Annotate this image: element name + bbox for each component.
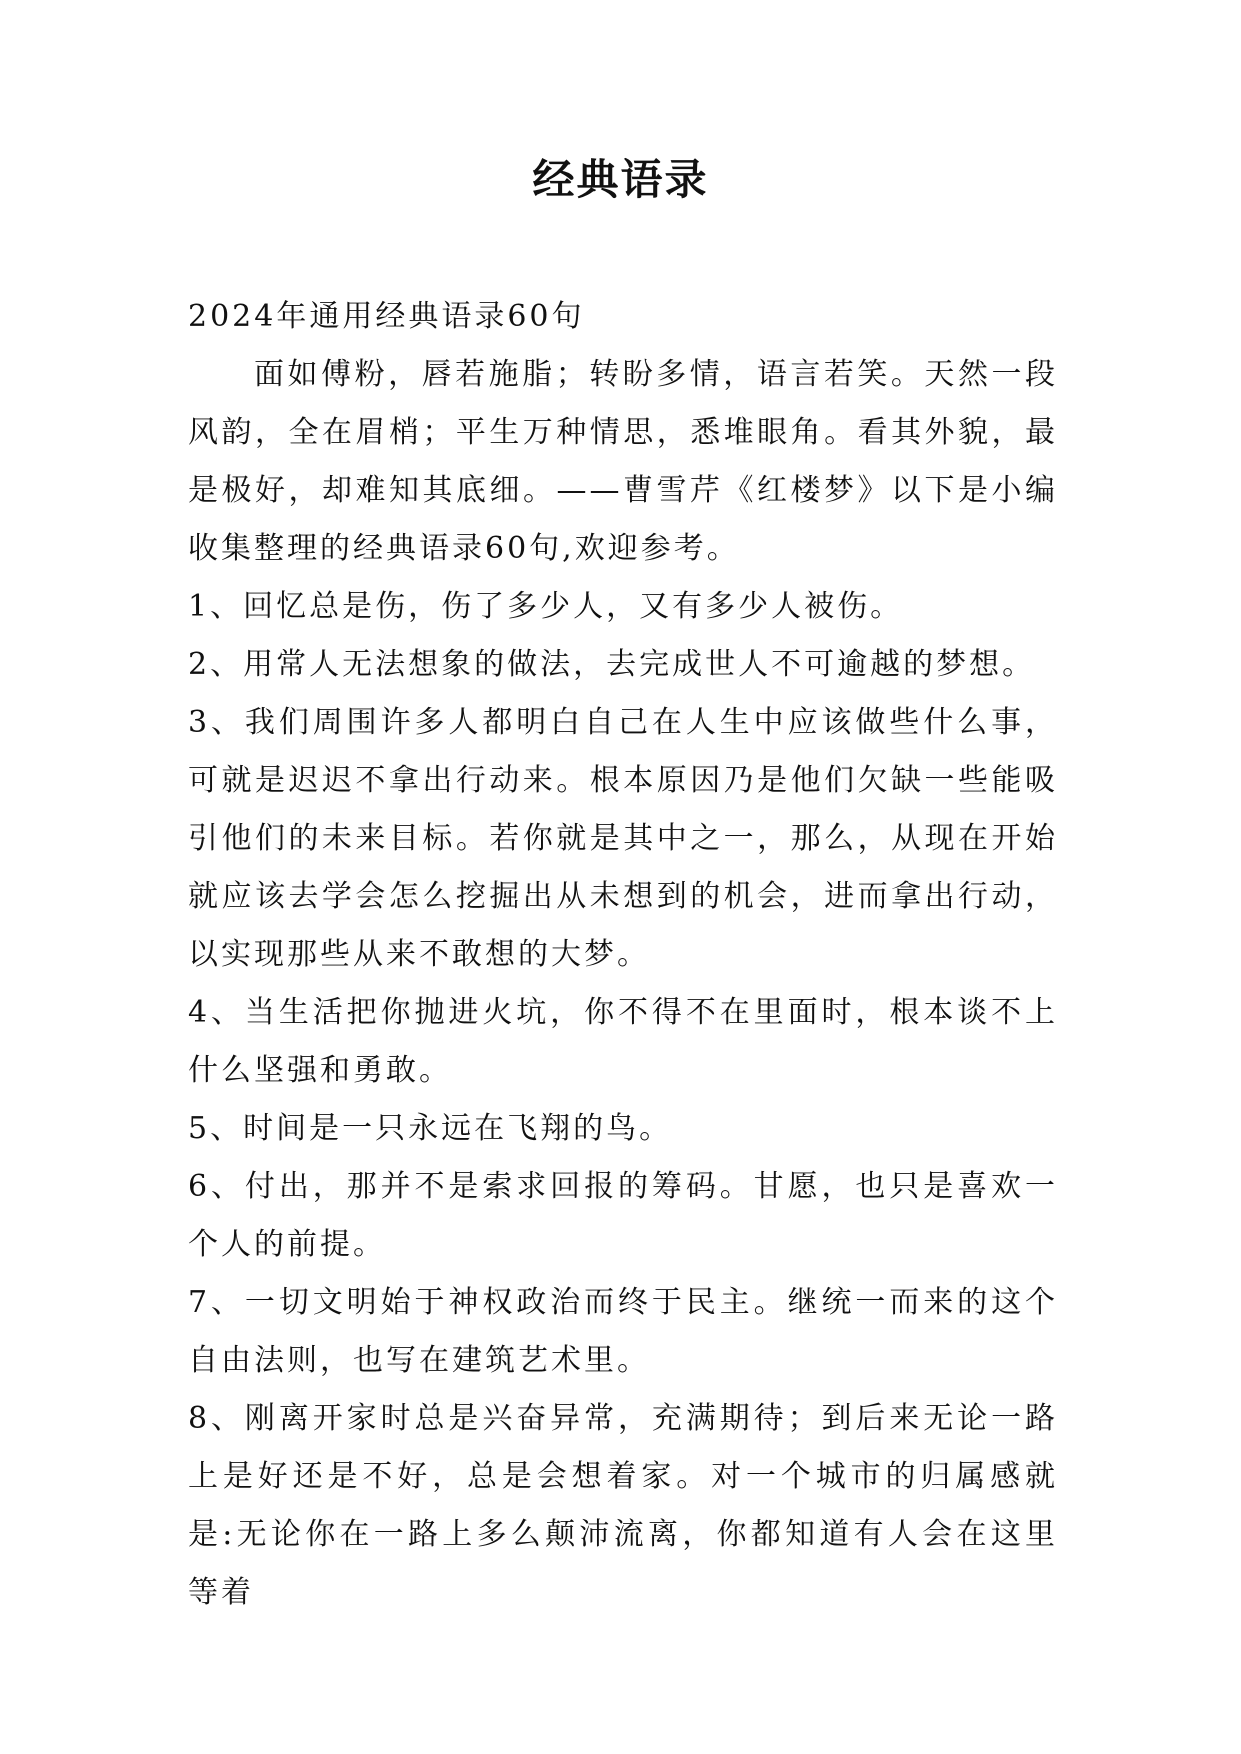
page-title: 经典语录 — [532, 155, 709, 204]
subtitle: 2024年通用经典语录60句 — [188, 299, 585, 334]
document-body — [188, 288, 1058, 1622]
quote-item: 1、回忆总是伤，伤了多少人，又有多少人被伤。 — [188, 589, 904, 624]
quote-item: 2、用常人无法想象的做法，去完成世人不可逾越的梦想。 — [188, 647, 1036, 682]
intro-paragraph: 面如傅粉，唇若施脂；转盼多情，语言若笑。天然一段风韵，全在眉梢；平生万种情思，悉堆眼角。看其外貌，最是极好，却难知其底细。——曹雪芹《红楼梦》以下是小编收集整理的经典语录60句,欢迎参考。 — [188, 357, 1058, 566]
quote-item: 6、付出，那并不是索求回报的筹码。甘愿，也只是喜欢一个人的前提。 — [188, 1169, 1058, 1262]
quote-item: 3、我们周围许多人都明白自己在人生中应该做些什么事，可就是迟迟不拿出行动来。根本原因乃是他们欠缺一些能吸引他们的未来目标。若你就是其中之一，那么，从现在开始就应该去学会怎么挖掘出从未想到的机会，进而拿出行动，以实现那些从来不敢想的大梦。 — [188, 705, 1058, 972]
quote-item: 4、当生活把你抛进火坑，你不得不在里面时，根本谈不上什么坚强和勇敢。 — [188, 995, 1058, 1088]
quote-item: 7、一切文明始于神权政治而终于民主。继统一而来的这个自由法则，也写在建筑艺术里。 — [188, 1285, 1058, 1378]
quote-item: 8、刚离开家时总是兴奋异常，充满期待；到后来无论一路上是好还是不好，总是会想着家。对一个城市的归属感就是:无论你在一路上多么颠沛流离，你都知道有人会在这里等着 — [188, 1401, 1058, 1610]
quote-item: 5、时间是一只永远在飞翔的鸟。 — [188, 1111, 673, 1146]
